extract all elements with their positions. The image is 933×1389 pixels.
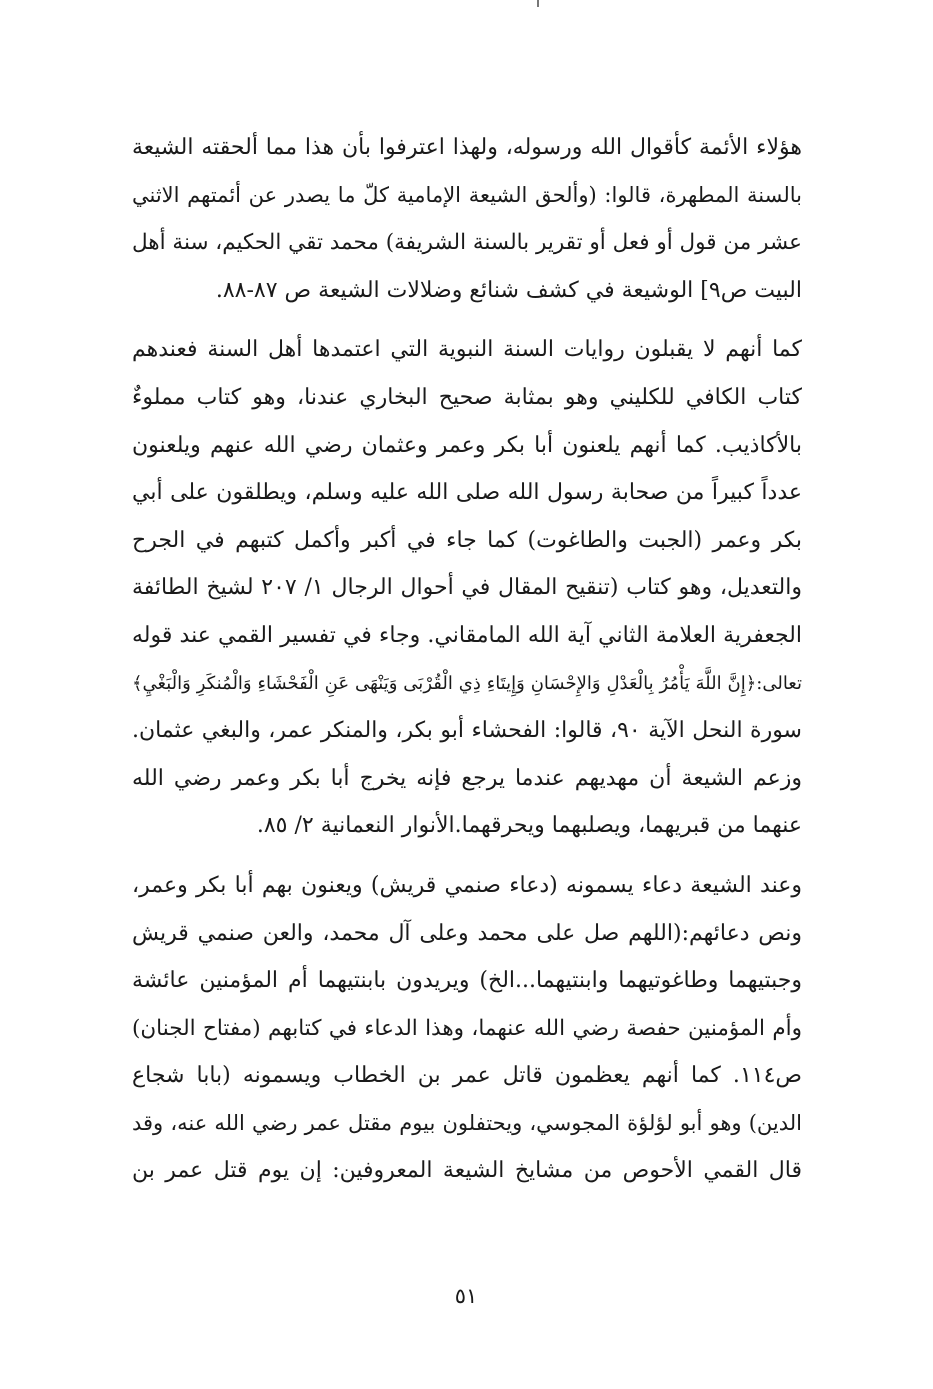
scan-mark — [537, 0, 539, 7]
text-line: بالسنة المطهرة، قالوا: (وألحق الشيعة الإمامية كلّ ما يصدر عن أئمتهم الاثني — [132, 182, 802, 207]
text-line: وزعم الشيعة أن مهديهم عندما يرجع فإنه يخرج أبا بكر وعمر رضي الله — [132, 765, 802, 791]
quran-verse-line: تعالى:﴿إِنَّ اللَّهَ يَأْمُرُ بِالْعَدْلِ وَالإِحْسَانِ وَإِيتَاءِ ذِي الْقُرْبَى وَيَنْهَى عَنِ الْفَحْشَاءِ وَالْمُنكَرِ وَالْبَغْيِ﴾ — [132, 672, 802, 694]
page-number: ٥١ — [454, 1284, 478, 1308]
text-line: عشر من قول أو فعل أو تقرير بالسنة الشريفة) محمد تقي الحكيم، سنة أهل — [132, 230, 802, 256]
text-line: بالأكاذيب. كما أنهم يلعنون أبا بكر وعمر وعثمان رضي الله عنهم ويلعنون — [132, 432, 802, 458]
text-line: بكر وعمر (الجبت والطاغوت) كما جاء في أكبر وأكمل كتبهم في الجرح — [132, 527, 802, 553]
paragraph-1 — [132, 124, 802, 314]
text-line: الدين) وهو أبو لؤلؤة المجوسي، ويحتفلون بيوم مقتل عمر رضي الله عنه، وقد — [132, 1110, 802, 1135]
text-line: وجبتيهما وطاغوتيهما وابنتيهما...الخ) ويريدون بابنتيهما أم المؤمنين عائشة — [132, 968, 802, 994]
text-line: البيت ص٩] الوشيعة في كشف شنائع وضلالات الشيعة ص ٨٧-٨٨. — [215, 277, 802, 303]
text-line: قال القمي الأحوص من مشايخ الشيعة المعروفين: إن يوم قتل عمر بن — [132, 1158, 802, 1184]
text-line: كما أنهم لا يقبلون روايات السنة النبوية التي اعتمدها أهل السنة فعندهم — [132, 337, 802, 363]
text-line: الجعفرية العلامة الثاني آية الله المامقاني. وجاء في تفسير القمي عند قوله — [132, 622, 802, 648]
text-line: ونص دعائهم:(اللهم صل على محمد وعلى آل محمد، والعن صنمي قريش — [132, 920, 802, 946]
paragraph-2 — [132, 326, 802, 850]
text-line: عنهما من قبريهما، ويصلبهما ويحرقهما.الأنوار النعمانية ٢/ ٨٥. — [256, 813, 802, 839]
paragraph-3 — [132, 862, 802, 1195]
text-line: ص١١٤. كما أنهم يعظمون قاتل عمر بن الخطاب ويسمونه (بابا شجاع — [132, 1063, 802, 1089]
body-text — [132, 124, 802, 1207]
text-line: والتعديل، وهو كتاب (تنقيح المقال في أحوال الرجال ١/ ٢٠٧ لشيخ الطائفة — [132, 575, 802, 601]
text-line: سورة النحل الآية ٩٠، قالوا: الفحشاء أبو بكر، والمنكر عمر، والبغي عثمان. — [132, 718, 802, 744]
text-line: هؤلاء الأئمة كأقوال الله ورسوله، ولهذا اعترفوا بأن هذا مما ألحقته الشيعة — [132, 135, 802, 160]
text-line: وعند الشيعة دعاء يسمونه (دعاء صنمي قريش) ويعنون بهم أبا بكر وعمر، — [132, 872, 802, 898]
text-line: عدداً كبيراً من صحابة رسول الله صلى الله عليه وسلم، ويطلقون على أبي — [132, 480, 802, 506]
text-line: وأم المؤمنين حفصة رضي الله عنهما، وهذا الدعاء في كتابهم (مفتاح الجنان) — [132, 1015, 802, 1041]
text-line: كتاب الكافي للكليني وهو بمثابة صحيح البخاري عندنا، وهو كتاب مملوءٌ — [132, 384, 802, 410]
